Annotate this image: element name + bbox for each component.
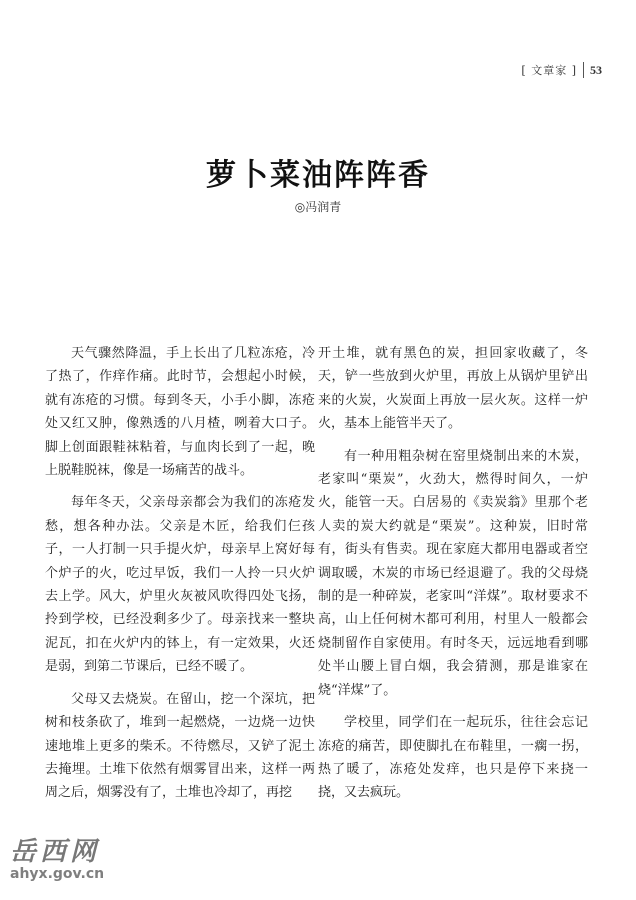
page-header	[521, 62, 602, 78]
section-label: [ 文章家 ]	[521, 64, 577, 77]
right-column	[318, 342, 588, 814]
watermark-url: ahyx.gov.cn	[10, 866, 105, 882]
paragraph: 天气骤然降温，手上长出了几粒冻疮，冷了热了，作痒作痛。此时节，会想起小时候，就有冻疮的习惯。每到冬天，小手小脚，冻疮处又红又肿，像熟透的八月楂，咧着大口子。脚上创面跟鞋袜粘着，与血肉长到了一起，晚上脱鞋脱袜，像是一场痛苦的战斗。	[45, 346, 315, 479]
paragraph: 每年冬天，父亲母亲都会为我们的冻疮发愁，想各种办法。父亲是木匠，给我们仨孩子，一人打制一只手提火炉，母亲早上窝好每个炉子的火，吃过早饭，我们一人拎一只火炉去上学。风大，炉里火灰被风吹得四处飞扬，拎到学校，已经没剩多少了。母亲找来一整块泥瓦，扣在火炉内的钵上，有一定效果，火还是弱，到第二节课后，已经不暖了。	[45, 495, 315, 675]
article-title: 萝卜菜油阵阵香	[206, 158, 430, 193]
header-divider	[583, 62, 584, 78]
page-number: 53	[590, 62, 602, 77]
paragraph: 学校里，同学们在一起玩乐，往往会忘记冻疮的痛苦，即使脚扎在布鞋里，一瘸一拐，热了暖了，冻疮处发痒，也只是停下来挠一挠，又去疯玩。	[318, 715, 588, 801]
article-author: ◎冯润青	[294, 200, 342, 214]
paragraph: 开土堆，就有黑色的炭，担回家收藏了，冬天，铲一些放到火炉里，再放上从锅炉里铲出来的火炭，火炭面上再放一层火灰。这样一炉火，基本上能管半天了。	[318, 346, 588, 432]
site-watermark	[10, 831, 150, 882]
left-column	[45, 342, 315, 814]
paragraph: 父母又去烧炭。在留山，挖一个深坑，把树和枝条砍了，堆到一起燃烧，一边烧一边快速地堆上更多的柴禾。不待燃尽，又铲了泥土去掩埋。土堆下依然有烟雾冒出来，这样一两周之后，烟雾没有了，土堆也冷却了，再挖	[45, 691, 315, 801]
paragraph: 有一种用粗杂树在窑里烧制出来的木炭，老家叫“栗炭”，火劲大，燃得时间久，一炉火，能管一天。白居易的《卖炭翁》里那个老人卖的炭大约就是“栗炭”。这种炭，旧时常有，街头有售卖。现在家庭大都用电器或者空调取暖，木炭的市场已经退避了。我的父母烧制的是一种碎炭，老家叫“洋煤”。取材要求不高，山上任何树木都可利用，村里人一般都会烧制留作自家使用。有时冬天，远远地看到哪处半山腰上冒白烟，我会猜测，那是谁家在烧“洋煤”了。	[318, 448, 588, 698]
watermark-logo: 岳西网	[10, 837, 101, 867]
